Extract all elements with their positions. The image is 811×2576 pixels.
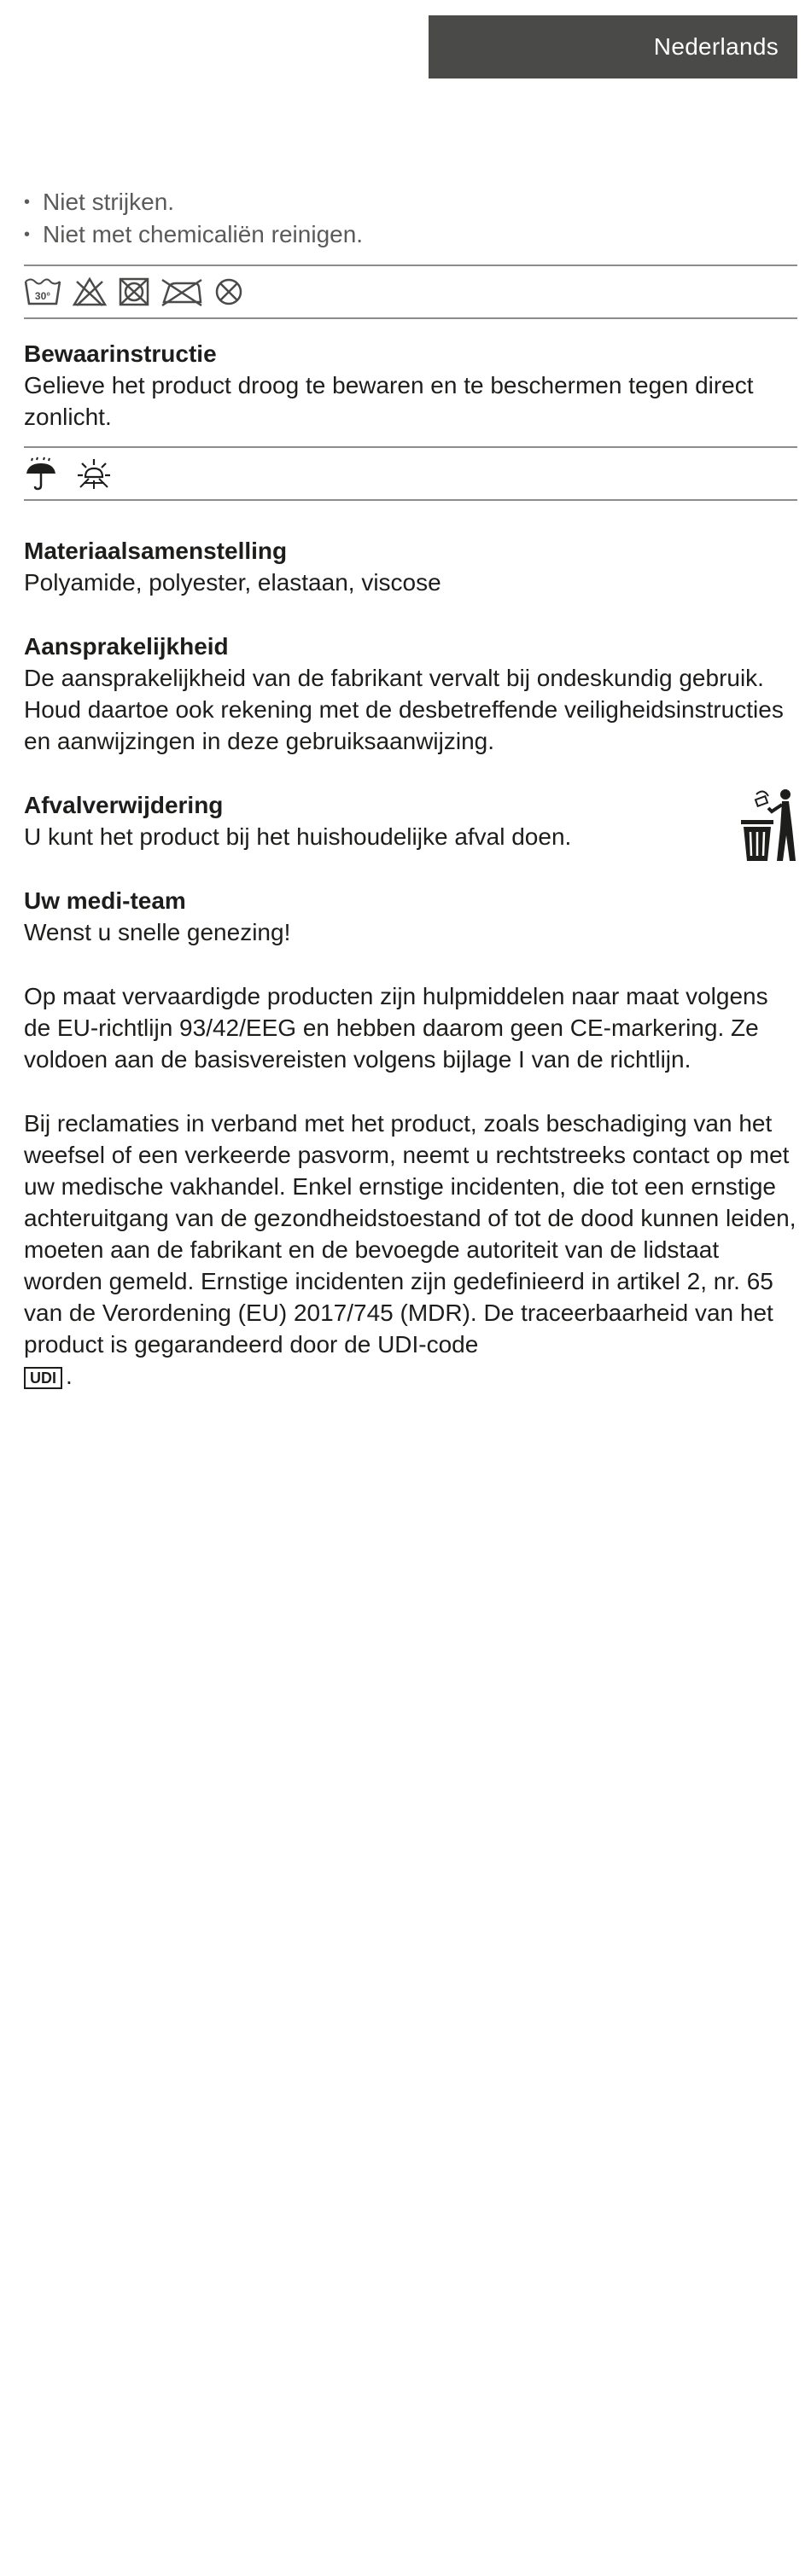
wash-30-icon xyxy=(24,276,61,307)
svg-text:30°: 30° xyxy=(34,290,51,302)
storage-symbols xyxy=(24,448,797,499)
team-section xyxy=(24,885,797,948)
material-section xyxy=(24,535,797,598)
trash-bin-icon xyxy=(738,786,797,864)
complaints-text: Bij reclamaties in verband met het product, zoals beschadiging van het weefsel of een verkeerde pasvorm, neemt u rechtstreeks contact op met uw medische vakhandel. Enkel ernstige incidenten, die tot een ernstige achteruitgang van de gezondheidstoestand of tot de dood kunnen leiden, moeten aan de fabrikant en de bevoegde autoriteit van de lidstaat worden gemeld. Ernstige incidenten zijn gedefinieerd in artikel 2, nr. 65 van de Verordening (EU) 2017/745 (MDR). De traceerbaarheid van het product is gegarandeerd door de UDI-code xyxy=(24,1110,796,1358)
no-iron-icon xyxy=(160,276,203,307)
care-list xyxy=(24,186,797,251)
disposal-title: Afvalverwijdering xyxy=(24,792,224,818)
disposal-section xyxy=(24,789,797,852)
material-text: Polyamide, polyester, elastaan, viscose xyxy=(24,569,441,596)
keep-away-from-sunlight-icon xyxy=(75,456,113,491)
liability-text: De aansprakelijkheid van de fabrikant vervalt bij ondeskundig gebruik. Houd daartoe ook rekening met de desbetreffende veiligheidsinstructies en aanwijzingen in deze gebruiksaanwijzing. xyxy=(24,665,784,754)
team-title: Uw medi-team xyxy=(24,887,186,914)
complaints-paragraph xyxy=(24,1108,797,1392)
language-label: Nederlands xyxy=(653,33,779,60)
list-item: • Niet met chemicaliën reinigen. xyxy=(24,218,797,251)
custom-products-text: Op maat vervaardigde producten zijn hulpmiddelen naar maat volgens de EU-richtlijn 93/42/EEG en hebben daarom geen CE-markering. Ze voldoen aan de basisvereisten volgens bijlage I van de richtlijn. xyxy=(24,983,768,1073)
udi-badge: UDI xyxy=(24,1367,62,1389)
complaints-section xyxy=(24,1108,797,1392)
language-tab xyxy=(429,15,797,79)
no-dry-clean-icon xyxy=(213,276,244,307)
material-title: Materiaalsamenstelling xyxy=(24,538,288,564)
no-bleach-icon xyxy=(72,276,108,307)
storage-text: Gelieve het product droog te bewaren en te beschermen tegen direct zonlicht. xyxy=(24,372,754,430)
instructions-content xyxy=(24,186,797,1392)
storage-title: Bewaarinstructie xyxy=(24,340,217,367)
complaints-end: . xyxy=(66,1363,73,1389)
list-item: • Niet strijken. xyxy=(24,186,797,218)
no-tumble-dry-icon xyxy=(118,276,150,307)
liability-section xyxy=(24,631,797,757)
storage-section xyxy=(24,338,797,433)
custom-products-section xyxy=(24,980,797,1075)
disposal-text: U kunt het product bij het huishoudelijke afval doen. xyxy=(24,823,572,850)
liability-title: Aansprakelijkheid xyxy=(24,633,229,660)
keep-dry-icon xyxy=(24,456,58,491)
team-text: Wenst u snelle genezing! xyxy=(24,919,291,945)
care-symbols xyxy=(24,266,797,317)
